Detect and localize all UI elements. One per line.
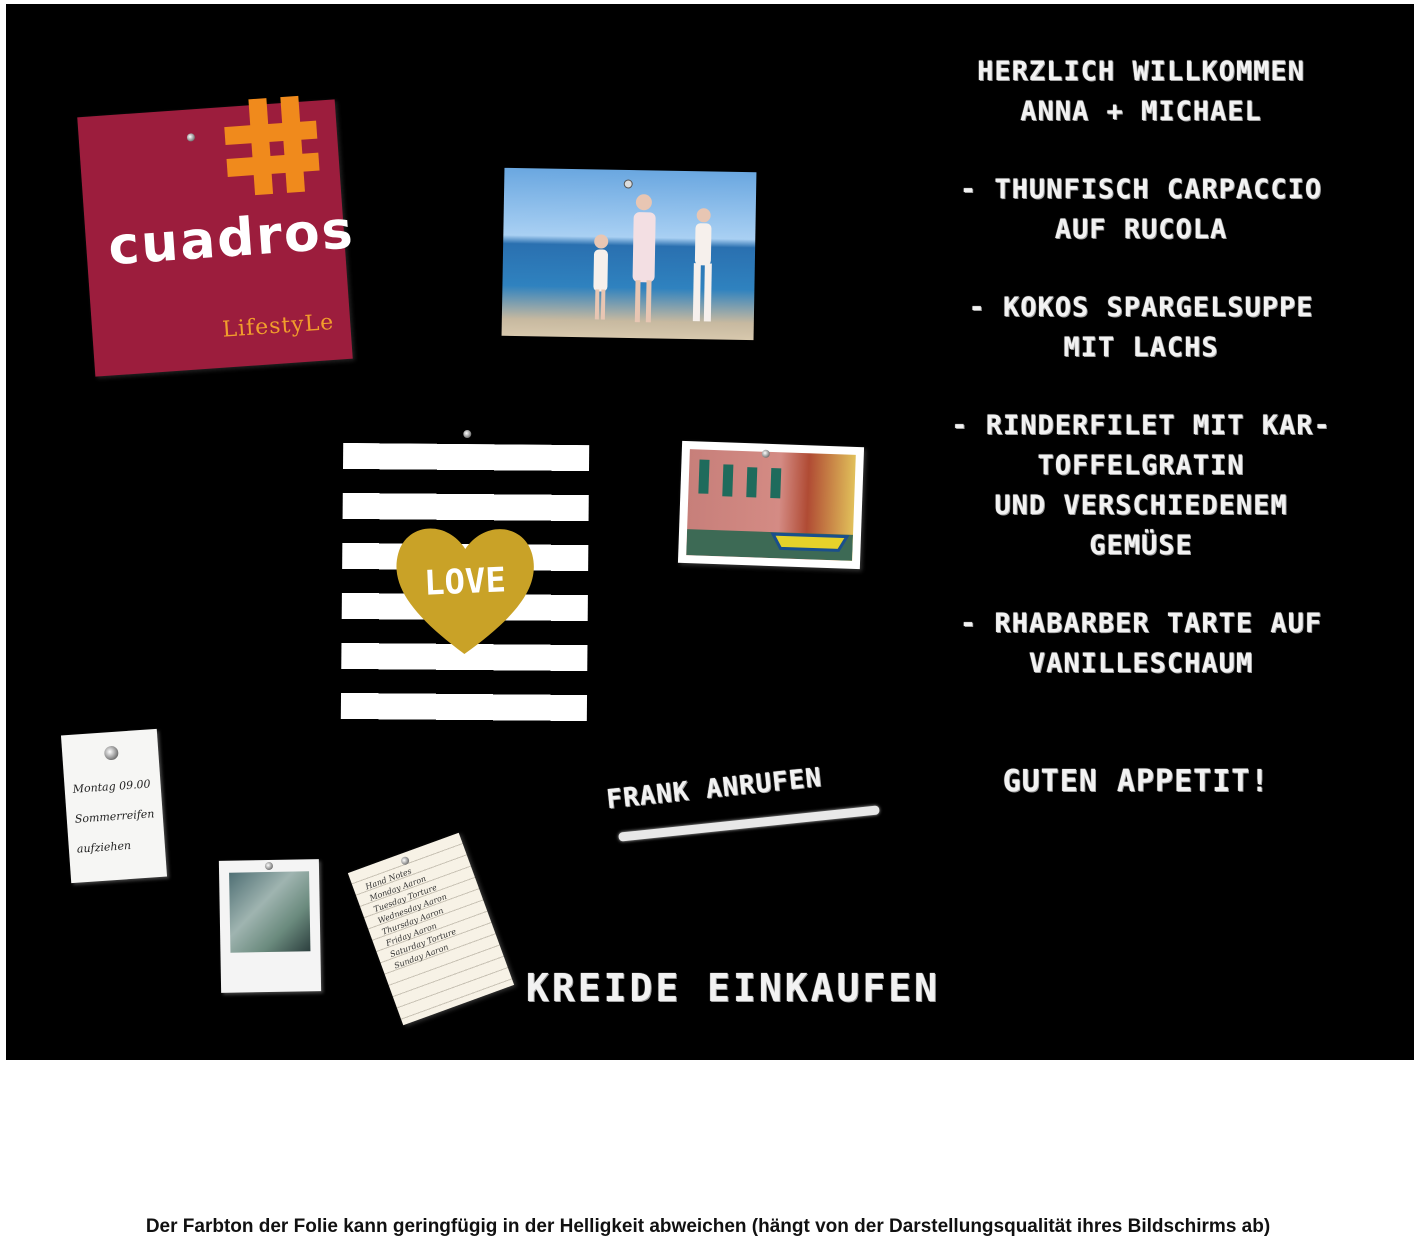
menu-text [891,52,1391,722]
polaroid-image [229,871,310,952]
logo-tagline: LifestyLe [221,309,336,343]
polaroid-photo [219,859,321,993]
love-label: LOVE [423,560,507,604]
pin-icon [400,856,410,866]
venice-photo [678,441,864,569]
menu-course-4: - RHABARBER TARTE AUF VANILLESCHAUM [959,608,1323,679]
pin-icon [104,746,119,761]
lined-list-sheet [348,833,514,1026]
love-striped-poster [341,443,589,725]
sheet-text: Hand Notes Monday Aaron Tuesday Torture Wednesday Aaron Thursday Aaron Friday Aaron Saturday Torture Sunday Aaron [364,866,458,971]
beach-figures [502,168,757,340]
cuadros-logo-card [77,99,357,376]
chalkboard [6,4,1414,1060]
pin-icon [187,133,196,142]
frank-note: FRANK ANRUFEN [605,762,824,816]
pin-icon [463,430,471,438]
menu-closing: GUTEN APPETIT! [1002,764,1270,799]
torn-note [61,729,167,883]
kreide-note: KREIDE EINKAUFEN [526,966,941,1010]
beach-family-photo [502,168,757,340]
chalk-underline [618,805,880,841]
menu-course-2: - KOKOS SPARGELSUPPE MIT LACHS [968,292,1314,363]
pin-icon [265,862,273,870]
logo-brand: cuadros [106,200,357,278]
menu-course-1: - THUNFISCH CARPACCIO AUF RUCOLA [959,174,1323,245]
hash-icon [218,92,325,199]
footer-disclaimer: Der Farbton der Folie kann geringfügig in der Helligkeit abweichen (hängt von der Darstellungsqualität ihres Bildschirms ab) [145,1216,1271,1237]
note-text: Montag 09.00 Sommerreifen aufziehen [72,777,155,856]
venice-image [686,449,856,561]
menu-welcome: HERZLICH WILLKOMMEN ANNA + MICHAEL [977,56,1305,127]
menu-course-3: - RINDERFILET MIT KAR- TOFFELGRATIN UND VERSCHIEDENEM GEMÜSE [951,410,1331,561]
